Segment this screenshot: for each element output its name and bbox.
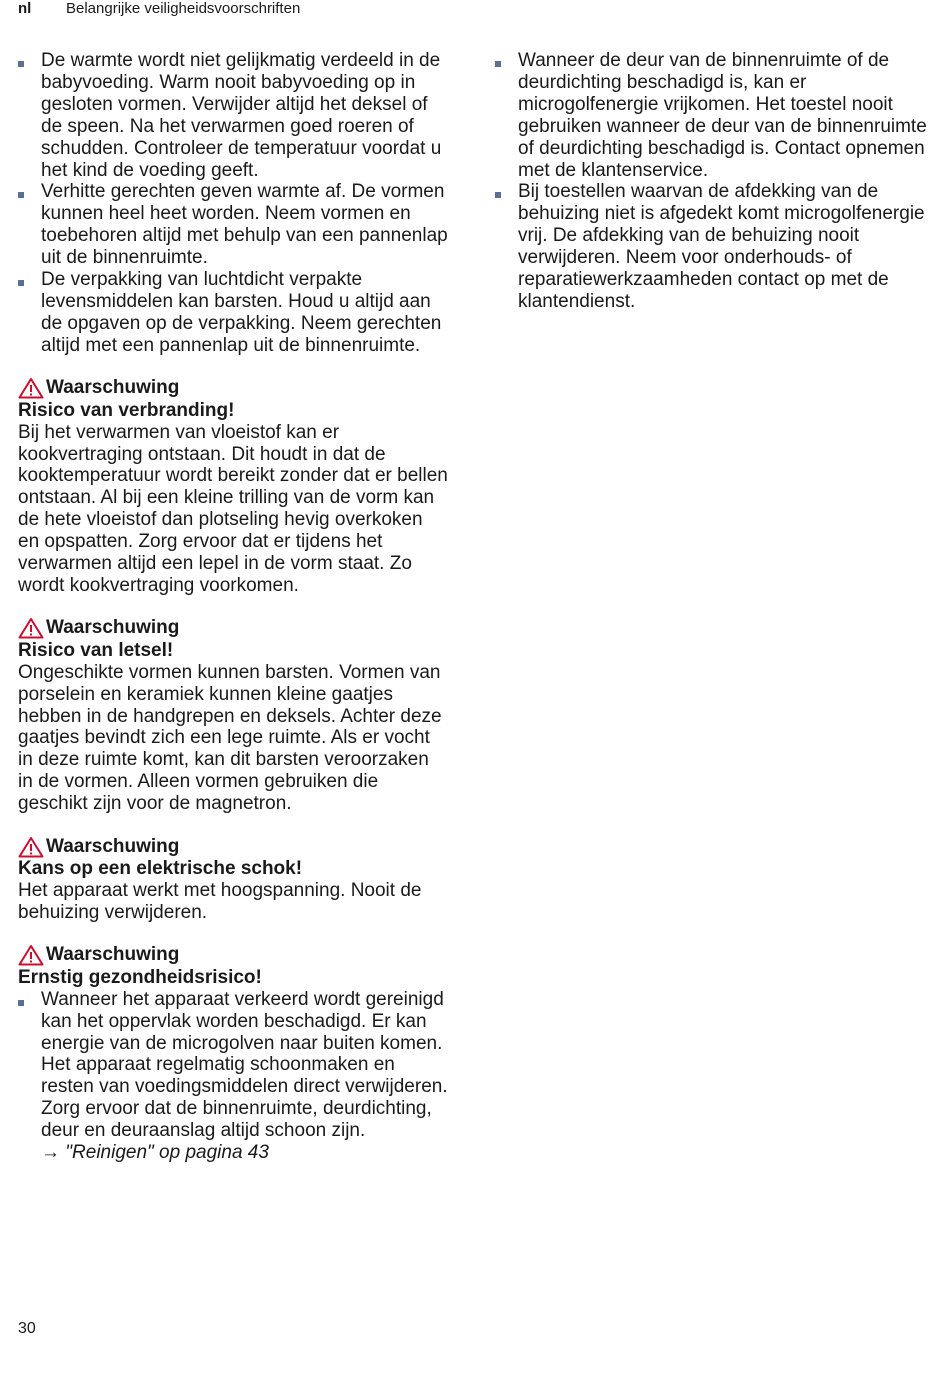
page-number: 30 xyxy=(18,1320,36,1337)
list-item: Wanneer de deur van de binnenruimte of de deurdichting beschadigd is, kan er microgolfenergie vrijkomen. Het toestel nooit gebruiken wanneer de deur van de binnenruimte of deurdichting beschadigd is. Contact opnemen met de klantenservice. xyxy=(495,50,927,181)
warning-body: Bij het verwarmen van vloeistof kan er kookvertraging ontstaan. Dit houdt in dat de kooktemperatuur wordt bereikt zonder dat er bellen ontstaan. Al bij een kleine trilling van de vorm kan de hete vloeistof dan plotseling hevig overkoken en opspatten. Zorg ervoor dat er tijdens het verwarmen altijd een lepel in de vorm staat. Zo wordt kookvertraging voorkomen. xyxy=(18,421,448,596)
warning-heading: Waarschuwing xyxy=(18,835,448,858)
section-title: Belangrijke veiligheidsvoorschriften xyxy=(66,0,301,17)
list-item: Wanneer het apparaat verkeerd wordt gereinigd kan het oppervlak worden beschadigd. Er kan energie van de microgolven naar buiten komen. Het apparaat regelmatig schoonmaken en resten van voedingsmiddelen direct verwijderen. Zorg ervoor dat de binnenruimte, deurdichting, deur en deuraanslag altijd schoon zijn. xyxy=(18,989,448,1142)
list-item: Bij toestellen waarvan de afdekking van de behuizing niet is afgedekt komt microgolfenergie vrij. De afdekking van de behuizing nooit verwijderen. Neem voor onderhouds- of reparatiewerkzaamheden contact op met de klantendienst. xyxy=(495,181,927,312)
warning-block-health xyxy=(18,944,448,1164)
warning-body: Het apparaat werkt met hoogspanning. Nooit de behuizing verwijderen. xyxy=(18,880,422,923)
warning-subtitle: Ernstig gezondheidsrisico! xyxy=(18,966,262,988)
warning-triangle-icon xyxy=(18,836,44,858)
square-bullet-icon xyxy=(18,192,24,198)
link-text[interactable]: "Reinigen" op pagina 43 xyxy=(65,1142,269,1164)
warning-subtitle: Risico van letsel! xyxy=(18,639,174,661)
warning-triangle-icon xyxy=(18,617,44,639)
arrow-right-icon: → xyxy=(41,1142,60,1164)
warning-block-shock xyxy=(18,835,448,924)
language-code: nl xyxy=(18,0,32,17)
warning-heading: Waarschuwing xyxy=(18,944,448,967)
square-bullet-icon xyxy=(495,61,501,67)
warning-triangle-icon xyxy=(18,377,44,399)
cross-reference-link[interactable] xyxy=(18,1142,448,1164)
warning-heading: Waarschuwing xyxy=(18,377,448,400)
warning-block-injury xyxy=(18,617,448,815)
warning-subtitle: Risico van verbranding! xyxy=(18,399,235,421)
square-bullet-icon xyxy=(18,280,24,286)
list-item: De verpakking van luchtdicht verpakte levensmiddelen kan barsten. Houd u altijd aan de opgaven op de verpakking. Neem gerechten altijd met een pannenlap uit de binnenruimte. xyxy=(18,269,448,357)
left-column xyxy=(18,50,448,1164)
warning-triangle-icon xyxy=(18,944,44,966)
right-column xyxy=(495,50,927,313)
square-bullet-icon xyxy=(495,192,501,198)
list-item: De warmte wordt niet gelijkmatig verdeeld in de babyvoeding. Warm nooit babyvoeding op in gesloten vormen. Verwijder altijd het deksel of de speen. Na het verwarmen goed roeren of schudden. Controleer de temperatuur voordat u het kind de voeding geeft. xyxy=(18,50,448,181)
square-bullet-icon xyxy=(18,1000,24,1006)
list-item: Verhitte gerechten geven warmte af. De vormen kunnen heel heet worden. Neem vormen en toebehoren altijd met behulp van een pannenlap uit de binnenruimte. xyxy=(18,181,448,269)
warning-block-burn xyxy=(18,377,448,597)
warning-body: Ongeschikte vormen kunnen barsten. Vormen van porselein en keramiek kunnen kleine gaatjes hebben in de handgrepen en deksels. Achter deze gaatjes bevindt zich een lege ruimte. Als er vocht in deze ruimte komt, kan dit barsten veroorzaken in de vormen. Alleen vormen gebruiken die geschikt zijn voor de magnetron. xyxy=(18,661,442,815)
square-bullet-icon xyxy=(18,61,24,67)
warning-subtitle: Kans op een elektrische schok! xyxy=(18,858,303,880)
warning-heading: Waarschuwing xyxy=(18,617,448,640)
